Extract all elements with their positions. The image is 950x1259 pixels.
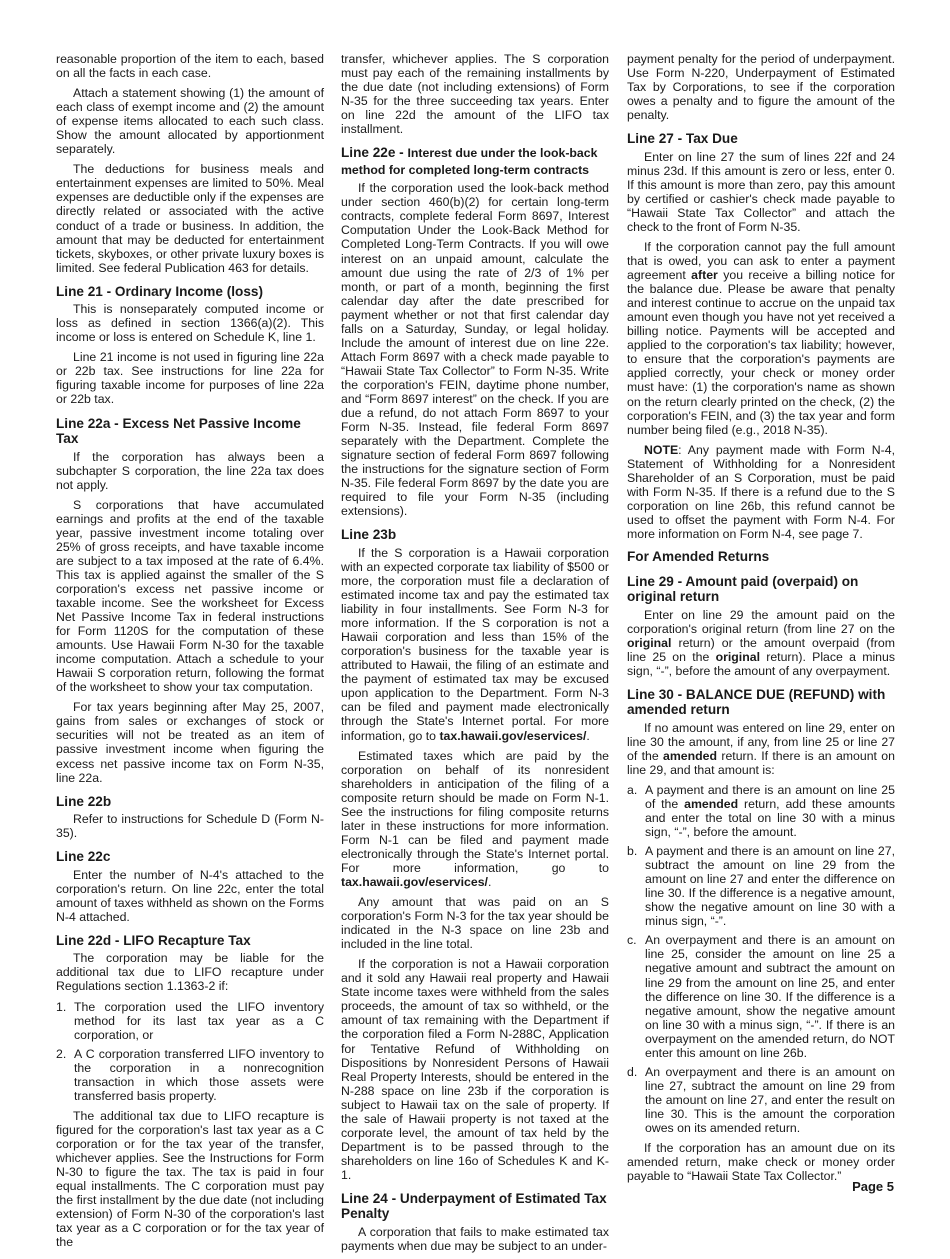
paragraph-text: If no amount was entered on line 29, enter on line 30 the amount, if any, from line 25 or line 27 of the	[627, 720, 895, 763]
list-marker: 2.	[56, 1046, 67, 1061]
paragraph: Estimated taxes which are paid by the corporation on behalf of its nonresident shareholders in anticipation of the filing of a composite return should be made on Form N-1. See the instructions for filing composite returns later in these instructions for more information. Form N-1 can be filed and payment made electronically through the State's Internet portal. For more information, go to tax.hawaii.gov/eservices/.	[341, 748, 609, 889]
list-marker: c.	[627, 933, 637, 948]
heading-line-30: Line 30 - BALANCE DUE (REFUND) with amended return	[627, 686, 886, 718]
paragraph	[627, 608, 895, 678]
eservices-link[interactable]: tax.hawaii.gov/eservices/	[341, 874, 488, 889]
eservices-link[interactable]: tax.hawaii.gov/eservices/	[439, 728, 587, 743]
paragraph: For tax years beginning after May 25, 2007, gains from sales or exchanges of stock or securities will not be treated as an item of passive investment income when figuring the excess net passive income tax on Form N-35, line 22a.	[56, 700, 324, 785]
paragraph: If the S corporation is a Hawaii corporation with an expected corporate tax liability of $500 or more, the corporation must file a declaration of estimated income tax and pay the estimated tax liability in four installments. See Form N-3 for more information. If the S corporation is not a Hawaii corporation and less than 15% of the corporation's business for the taxable year is attributed to Hawaii, the filing of an estimate and the payment of estimated tax may be excused upon application to the Department. Form N-3 can be filed and payment made electronically through the State's Internet portal. For more information, go to tax.hawaii.gov/eservices/.	[341, 545, 609, 743]
paragraph: This is nonseparately computed income or loss as defined in section 1366(a)(2). This income or loss is entered on Schedule K, line 1.	[56, 302, 324, 345]
paragraph-text: If the S corporation is a Hawaii corporation with an expected corporate tax liability of $500 or more, the corporation must file a declaration of estimated income tax and pay the estimated tax liability in four installments. See Form N-3 for more information. If the S corporation is not a Hawaii corporation and less than 15% of the corporation's business for the taxable year is attributed to Hawaii, the filing of an estimate and the payment of estimated tax may be excused upon application to the Department. Form N-3 can be filed and payment made electronically through the State's Internet portal. For more information, go to	[341, 545, 609, 743]
paragraph-text: return) or the amount overpaid (from line 25 on the	[627, 635, 895, 664]
paragraph-text: Estimated taxes which are paid by the corporation on behalf of its nonresident shareholders in anticipation of the filing of a composite return should be made on Form N-1. See the instructions for filing composite returns later in these instructions for more information. Form N-1 can be filed and payment made electronically through the State's Internet portal. For more information, go to	[341, 748, 609, 875]
paragraph-text: you receive a billing notice for the balance due. Please be aware that penalty and interest continue to accrue on the unpaid tax amount even though you have not yet received a billing notice. Payments will be accepted and applied to the corporation's tax liability; however, to ensure that the corporation's payments are applied correctly, your check or money order must have: (1) the corporation's name as shown on the return clearly printed on the check, (2) the corporation's FEIN, and (3) the tax year and form number being filed (e.g., 2018 N-35).	[627, 268, 895, 437]
paragraph: If the corporation has an amount due on its amended return, make check or money order payable to “Hawaii State Tax Collector.”	[627, 1141, 895, 1184]
emphasis-original: original	[715, 649, 760, 664]
list-item	[627, 933, 895, 1059]
list-item-text	[645, 783, 895, 839]
column-3	[627, 52, 895, 1189]
paragraph-text: : Any payment made with Form N-4, Statement of Withholding for a Nonresident Shareholder of an S Corporation, must be paid with Form N-35. If there is a refund due to the S corporation on line 26b, this refund cannot be used to offset the payment with Form N-4. For more information on Form N-4, see page 7.	[627, 442, 895, 541]
list-item-text: An overpayment and there is an amount on line 25, consider the amount on line 25 a negative amount and subtract the amount on line 29 from the amount on line 25, and enter the difference on line 30. If the difference is a negative amount, show the negative amount on line 30 with a minus sign, “-”. If there is an overpayment on the amended return, do NOT enter this amount on line 26b.	[645, 933, 895, 1060]
paragraph: The deductions for business meals and entertainment expenses are limited to 50%. Meal expenses are deductible only if the expenses are directly related or associated with the active conduct of a trade or business. In addition, the amount that may be deducted for entertainment tickets, skyboxes, or other private luxury boxes is limited. See federal Publication 463 for details.	[56, 162, 324, 275]
paragraph-text: Enter on line 29 the amount paid on the corporation's original return (from line 27 on the	[627, 607, 895, 636]
emphasis-amended: amended	[684, 796, 739, 811]
paragraph: reasonable proportion of the item to each, based on all the facts in each case.	[56, 52, 324, 81]
paragraph-text: return. If there is an amount on line 29, and that amount is:	[627, 748, 895, 777]
heading-line-22e	[341, 145, 609, 178]
paragraph: transfer, whichever applies. The S corporation must pay each of the remaining installments by the due date (not including extensions) of Form N-35 for the three succeeding tax years. Enter on line 22d the amount of the LIFO tax installment.	[341, 52, 609, 137]
paragraph: payment penalty for the period of underpayment. Use Form N-220, Underpayment of Estimated Tax by Corporations, to see if the corporation owes a penalty and to figure the amount of the penalty.	[627, 52, 895, 123]
list-item-text: A C corporation transferred LIFO inventory to the corporation in a nonrecognition transaction in which those assets were transferred basis property.	[74, 1046, 324, 1103]
list-marker: 1.	[56, 999, 67, 1014]
paragraph: Refer to instructions for Schedule D (Form N-35).	[56, 812, 324, 841]
paragraph: S corporations that have accumulated earnings and profits at the end of the taxable year, passive investment income totaling over 25% of gross receipts, and have taxable income are subject to a tax imposed at the rate of 6.4%. This tax is applied against the smaller of the S corporation's excess net passive income or taxable income. See the worksheet for Excess Net Passive Income Tax in federal instructions for Form 1120S for the computation of these amounts. Use Hawaii Form N-30 for the taxable income computation. Attach a schedule to your Hawaii S corporation return, following the format of the worksheet to show your tax computation.	[56, 497, 324, 695]
heading-line-22a: Line 22a - Excess Net Passive Income Tax	[56, 415, 301, 447]
heading-line-22e-label: Line 22e -	[341, 145, 408, 161]
paragraph: The additional tax due to LIFO recapture is figured for the corporation's last tax year as a C corporation or for the tax year of the transfer, whichever applies. See the Instructions for Form N-30 to figure the tax. The tax is paid in four equal installments. The C corporation must pay the first installment by the due date (not including extension) of Form N-30 of the corporation's last tax year as a C corporation or for the tax year of the	[56, 1108, 324, 1250]
heading-line-22e-subtitle: Interest due under the look-back method for completed long-term contracts	[341, 146, 598, 177]
heading-line-29: Line 29 - Amount paid (overpaid) on original return	[627, 573, 859, 604]
list-text: return, add these amounts and enter the total on line 30 with a minus sign, “-”, before the amount.	[645, 796, 896, 840]
column-1	[56, 52, 324, 1255]
list-item	[627, 844, 895, 928]
column-2	[341, 52, 609, 1259]
emphasis-amended: amended	[663, 748, 718, 763]
heading-amended-returns: For Amended Returns	[627, 549, 770, 564]
paragraph	[627, 721, 895, 777]
paragraph: Attach a statement showing (1) the amount of each class of exempt income and (2) the amount of expense items allocated to each such class. Show the amount allocated by apportionment separately.	[56, 86, 324, 157]
paragraph: Line 21 income is not used in figuring line 22a or 22b tax. See instructions for line 22a for figuring taxable income for purposes of line 22a or 22b tax.	[56, 350, 324, 407]
list-marker: b.	[627, 844, 638, 859]
heading-line-22b: Line 22b	[56, 793, 112, 809]
list-item-text: A payment and there is an amount on line 27, subtract the amount on line 29 from the amount on line 27 and enter the difference on line 30. If the difference is a negative amount, show the negative amount on line 30 with a minus sign, “-”.	[645, 844, 895, 929]
lettered-list	[627, 783, 895, 1135]
list-text: A payment and there is an amount on line 25 of the	[645, 782, 895, 811]
paragraph-text: If the corporation cannot pay the full amount that is owed, you can ask to enter a payment agreement	[627, 240, 895, 283]
list-item-text: The corporation used the LIFO inventory method for its last tax year as a C corporation, or	[74, 999, 324, 1042]
list-item	[56, 1000, 324, 1042]
paragraph: If the corporation has always been a subchapter S corporation, the line 22a tax does not apply.	[56, 449, 324, 492]
heading-line-23b: Line 23b	[341, 527, 397, 543]
heading-line-21: Line 21 - Ordinary Income (loss)	[56, 283, 263, 299]
emphasis-original: original	[627, 635, 672, 650]
list-item	[627, 1065, 895, 1135]
page-number: Page 5	[852, 1179, 894, 1194]
paragraph: A corporation that fails to make estimated tax payments when due may be subject to an under-	[341, 1224, 609, 1254]
numbered-list	[56, 1000, 324, 1103]
note-label: NOTE	[644, 442, 679, 457]
paragraph-text: return). Place a minus sign, “-”, before the amount of any overpayment.	[627, 649, 896, 678]
paragraph: If the corporation used the look-back method under section 460(b)(2) for certain long-term contracts, complete federal Form 8697, Interest Computation Under the Look-Back Method for Completed Long-Term Contracts. If you will owe interest on an unpaid amount, calculate the amount due using the rate of 2/3 of 1% per month, or part of a month, beginning the first calendar day after the date prescribed for payment whether or not that first calendar day falls on a Saturday, Sunday, or legal holiday. Include the amount of interest due on line 22e. Attach Form 8697 with a check made payable to “Hawaii State Tax Collector” to Form N-35. Write the corporation's FEIN, daytime phone number, and “Form 8697 interest” on the check. If you are due a refund, do not attach Form 8697 to your Form N-35. Instead, file federal Form 8697 separately with the Department. Complete the signature section of federal Form 8697 following the instructions for the signature section of Form N-35. File federal Form 8697 by the date you are required to file your Form N-35 (including extensions).	[341, 181, 609, 519]
heading-line-24: Line 24 - Underpayment of Estimated Tax Penalty	[341, 1190, 607, 1222]
list-marker: d.	[627, 1064, 638, 1079]
emphasis-after: after	[691, 268, 718, 283]
paragraph	[627, 240, 895, 437]
paragraph: Enter the number of N-4's attached to the corporation's return. On line 22c, enter the total amount of taxes withheld as shown on the Forms N-4 attached.	[56, 867, 324, 924]
list-item	[627, 783, 895, 839]
list-marker: a.	[627, 782, 638, 797]
paragraph: The corporation may be liable for the additional tax due to LIFO recapture under Regulations section 1.1363-2 if:	[56, 951, 324, 994]
paragraph: If the corporation is not a Hawaii corporation and it sold any Hawaii real property and Hawaii State income taxes were withheld from the sales proceeds, the amount of tax so withheld, or the amount of tax remaining with the Department if the corporation filed a Form N-288C, Application for Tentative Refund of Withholding on Dispositions by Nonresident Persons of Hawaii Real Property Interests, should be entered in the N-288 space on line 23b if the corporation is subject to Hawaii tax on the sale of property. If the sale of Hawaii property is not taxed at the corporate level, the amount of tax held by the Department is to be passed through to the shareholders on line 16o of Schedules K and K-1.	[341, 957, 609, 1182]
list-item-text: An overpayment and there is an amount on line 27, subtract the amount on line 29 from the amount on line 27, and enter the result on line 30. This is the amount the corporation owes on its amended return.	[645, 1064, 895, 1135]
list-item	[56, 1047, 324, 1103]
note-paragraph	[627, 443, 895, 541]
heading-line-27: Line 27 - Tax Due	[627, 131, 738, 147]
heading-line-22c: Line 22c	[56, 849, 111, 865]
heading-line-22d: Line 22d - LIFO Recapture Tax	[56, 932, 251, 948]
paragraph: Enter on line 27 the sum of lines 22f and 24 minus 23d. If this amount is zero or less, enter 0. If this amount is more than zero, pay this amount by certified or cashier's check made payable to “Hawaii State Tax Collector” and attach the check to the front of Form N-35.	[627, 149, 895, 234]
paragraph: Any amount that was paid on an S corporation's Form N-3 for the tax year should be indicated in the N-3 space on line 23b and included in the line total.	[341, 895, 609, 952]
